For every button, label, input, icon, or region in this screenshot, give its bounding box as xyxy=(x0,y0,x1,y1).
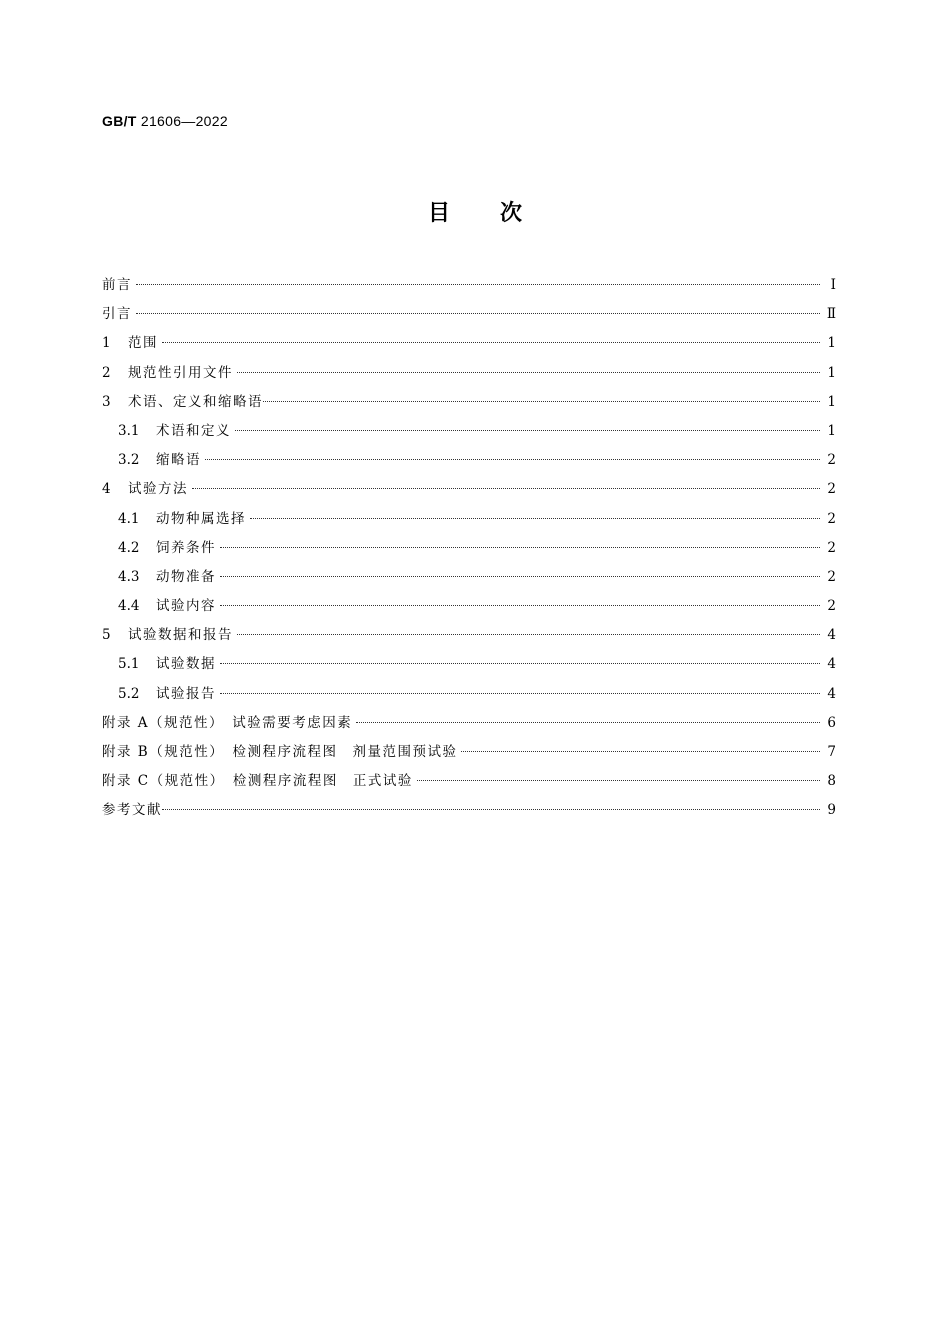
toc-entry-label: 试验方法 xyxy=(128,481,188,498)
toc-entry[interactable] xyxy=(102,392,836,421)
toc-entry-label: 试验报告 xyxy=(156,685,216,702)
toc-dot-leader xyxy=(136,284,820,285)
toc-entry-page: 2 xyxy=(827,481,836,498)
toc-entry-label: 附录 B（规范性） 检测程序流程图 剂量范围预试验 xyxy=(102,744,458,760)
toc-entry-label: 术语、定义和缩略语 xyxy=(128,393,263,410)
toc-dot-leader xyxy=(417,780,820,781)
toc-dot-leader xyxy=(220,693,820,694)
toc-entry-label: 前言 xyxy=(102,277,132,293)
toc-entry[interactable] xyxy=(102,275,836,304)
toc-entry-number: 5.2 xyxy=(118,685,140,702)
toc-entry[interactable] xyxy=(102,771,836,800)
toc-entry-label: 试验内容 xyxy=(156,598,216,615)
toc-entry-number: 2 xyxy=(102,364,111,381)
toc-entry[interactable] xyxy=(102,596,836,625)
toc-entry-page: 1 xyxy=(827,335,836,352)
toc-entry[interactable] xyxy=(102,333,836,362)
toc-entry-label: 动物准备 xyxy=(156,568,216,585)
toc-dot-leader xyxy=(237,634,820,635)
toc-entry[interactable] xyxy=(102,625,836,654)
toc-entry[interactable] xyxy=(102,742,836,771)
toc-entry-number: 4.3 xyxy=(118,568,140,585)
toc-entry-page: 1 xyxy=(827,393,836,410)
toc-entry-label: 参考文献 xyxy=(102,802,162,819)
toc-entry-page: 2 xyxy=(827,568,836,585)
toc-entry[interactable] xyxy=(102,304,836,333)
toc-entry-label: 引言 xyxy=(102,306,132,323)
toc-entry-number: 4 xyxy=(102,481,111,498)
toc-dot-leader xyxy=(356,722,820,723)
standard-number: 21606—2022 xyxy=(140,113,228,129)
toc-entry[interactable] xyxy=(102,363,836,392)
toc-entry[interactable] xyxy=(102,567,836,596)
toc-entry-page: Ⅱ xyxy=(826,306,836,323)
toc-dot-leader xyxy=(250,518,820,519)
document-code xyxy=(102,113,228,129)
toc-entry-page: Ⅰ xyxy=(830,277,836,293)
toc-entry-page: 4 xyxy=(827,656,836,673)
toc-entry-label: 试验数据和报告 xyxy=(128,627,233,644)
toc-entry[interactable] xyxy=(102,538,836,567)
toc-entry-page: 2 xyxy=(827,510,836,527)
toc-entry[interactable] xyxy=(102,450,836,479)
toc-entry-label: 试验数据 xyxy=(156,656,216,673)
toc-dot-leader xyxy=(220,576,820,577)
toc-entry-number: 1 xyxy=(102,335,111,352)
standard-prefix: GB/T xyxy=(102,113,137,129)
toc-entry-label: 规范性引用文件 xyxy=(128,364,233,381)
toc-entry-label: 附录 C（规范性） 检测程序流程图 正式试验 xyxy=(102,773,413,790)
toc-dot-leader xyxy=(162,809,820,810)
toc-dot-leader xyxy=(461,751,820,752)
toc-entry-number: 3.2 xyxy=(118,452,140,469)
toc-dot-leader xyxy=(136,313,820,314)
toc-entry-number: 5 xyxy=(102,627,111,644)
toc-entry-label: 术语和定义 xyxy=(156,422,231,439)
toc-dot-leader xyxy=(205,459,820,460)
toc-entry[interactable] xyxy=(102,479,836,508)
toc-dot-leader xyxy=(235,430,820,431)
toc-entry[interactable] xyxy=(102,684,836,713)
toc-entry-page: 1 xyxy=(827,364,836,381)
toc-entry-page: 1 xyxy=(827,422,836,439)
toc-dot-leader xyxy=(263,401,820,402)
toc-entry-label: 缩略语 xyxy=(156,452,201,469)
toc-entry-label: 动物种属选择 xyxy=(156,510,246,527)
toc-entry-label: 饲养条件 xyxy=(156,539,216,556)
toc-entry-number: 3.1 xyxy=(118,422,140,439)
toc-entry[interactable] xyxy=(102,421,836,450)
toc-entry-page: 4 xyxy=(827,627,836,644)
toc-entry[interactable] xyxy=(102,509,836,538)
toc-entry-page: 4 xyxy=(827,685,836,702)
toc-dot-leader xyxy=(220,547,820,548)
toc-entry-page: 9 xyxy=(827,802,836,819)
toc-entry-page: 2 xyxy=(827,598,836,615)
toc-entry-number: 4.2 xyxy=(118,539,140,556)
toc-entry-label: 范围 xyxy=(128,335,158,352)
page-title: 目次 xyxy=(427,201,572,226)
table-of-contents xyxy=(102,275,836,830)
toc-entry-page: 6 xyxy=(827,714,836,731)
toc-entry-page: 2 xyxy=(827,539,836,556)
toc-dot-leader xyxy=(220,663,820,664)
toc-entry-number: 4.1 xyxy=(118,510,140,527)
toc-entry-page: 2 xyxy=(827,452,836,469)
toc-entry-page: 7 xyxy=(827,744,836,760)
toc-dot-leader xyxy=(162,342,820,343)
toc-entry-page: 8 xyxy=(827,773,836,790)
toc-entry-number: 4.4 xyxy=(118,598,140,615)
toc-entry[interactable] xyxy=(102,713,836,742)
toc-dot-leader xyxy=(192,488,820,489)
toc-entry-number: 5.1 xyxy=(118,656,140,673)
toc-entry[interactable] xyxy=(102,654,836,683)
toc-entry[interactable] xyxy=(102,800,836,829)
toc-entry-number: 3 xyxy=(102,393,111,410)
toc-dot-leader xyxy=(237,372,820,373)
toc-dot-leader xyxy=(220,605,820,606)
toc-entry-label: 附录 A（规范性） 试验需要考虑因素 xyxy=(102,714,353,731)
